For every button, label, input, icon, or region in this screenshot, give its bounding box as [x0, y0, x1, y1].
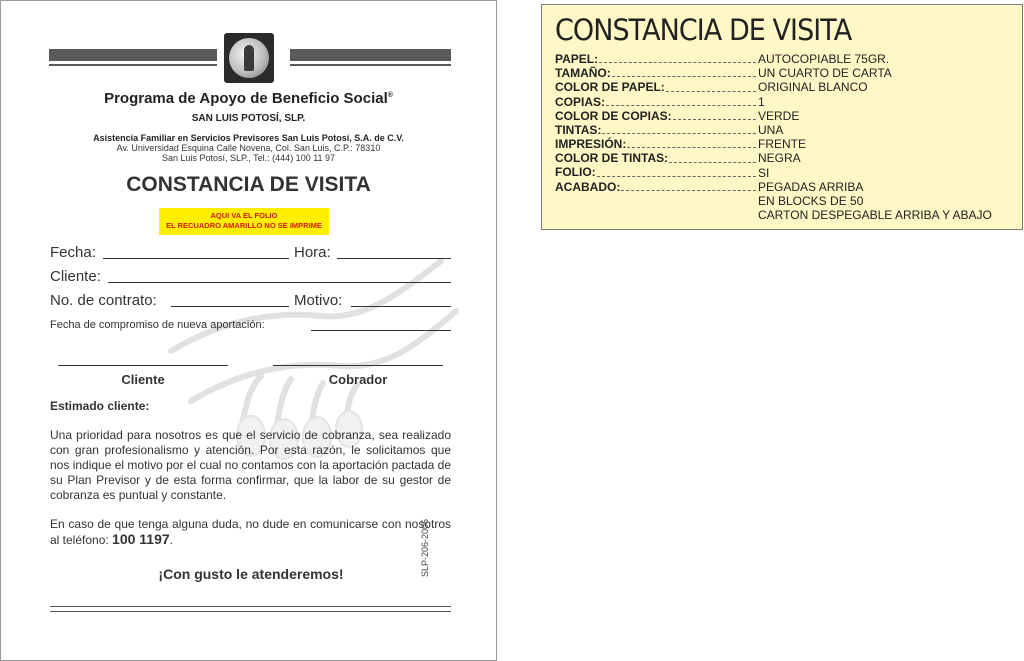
spec-leader-dots — [602, 133, 756, 134]
spec-label: IMPRESIÓN: — [555, 137, 627, 152]
folio-note-line-2: EL RECUADRO AMARILLO NO SE IMPRIME — [166, 221, 322, 230]
address-line-2: San Luis Potosí, SLP., Tel.: (444) 100 11 97 — [161, 153, 336, 163]
spec-leader-dots — [599, 62, 756, 63]
spec-label-cell — [555, 123, 758, 137]
header-bar-right — [290, 49, 451, 61]
spec-leader-dots — [673, 119, 756, 120]
collector-signature-line[interactable] — [273, 365, 443, 366]
spec-row — [555, 95, 1020, 109]
spec-value: UNA — [758, 122, 784, 137]
city-line: SAN LUIS POTOSÍ, SLP. — [191, 113, 306, 124]
spec-row — [555, 52, 1020, 66]
header-rule-right — [290, 64, 451, 66]
spec-value: NEGRA — [758, 151, 801, 166]
spec-row — [555, 151, 1020, 165]
fecha-line[interactable] — [103, 258, 289, 259]
spec-rows — [555, 52, 1020, 222]
spec-label: COPIAS: — [555, 94, 606, 109]
spec-label-cell — [555, 151, 758, 165]
spec-value: FRENTE — [758, 137, 806, 152]
spec-leader-dots — [666, 91, 756, 92]
footer-rule-2 — [50, 611, 451, 612]
spec-leader-dots — [597, 176, 756, 177]
spec-row — [555, 137, 1020, 151]
spec-leader-dots — [627, 147, 756, 148]
spec-value: 1 — [758, 94, 765, 109]
phone-number: 100 1197 — [112, 531, 170, 547]
spec-label-cell — [555, 180, 758, 194]
spec-label: COLOR DE TINTAS: — [555, 151, 669, 166]
form-title: CONSTANCIA DE VISITA — [126, 173, 371, 196]
footer-rule-1 — [50, 606, 451, 607]
spec-value: SI — [758, 165, 770, 180]
collector-signature-label: Cobrador — [328, 372, 388, 387]
cliente-line[interactable] — [108, 282, 451, 283]
contrato-line[interactable] — [171, 306, 289, 307]
address-line-1: Av. Universidad Esquina Calle Novena, Col. San Luis, C.P.: 78310 — [116, 143, 381, 153]
spec-value: AUTOCOPIABLE 75GR. — [758, 52, 890, 66]
spec-label: COLOR DE PAPEL: — [555, 80, 665, 95]
spec-label: ACABADO: — [555, 179, 621, 194]
client-signature-label: Cliente — [121, 372, 165, 387]
spec-row — [555, 166, 1020, 180]
logo-emblem — [229, 38, 269, 78]
body-paragraph-1: Una prioridad para nosotros es que el servicio de cobranza, sea realizado con gran profesionalismo y atención. Por esta razón, le solicitamos que nos indique el motivo por el cual no contamos con la aportación pactada de su Plan Previsor y de esta forma confirmar, que la labor de su gestor de cobranza es puntual y constante. — [50, 428, 451, 502]
spec-row — [555, 109, 1020, 123]
spec-row — [555, 80, 1020, 94]
handshake-watermark — [151, 201, 471, 461]
spec-label: FOLIO: — [555, 165, 596, 180]
spec-value: ORIGINAL BLANCO — [758, 80, 868, 95]
hora-line[interactable] — [337, 258, 451, 259]
spec-value: EN BLOCKS DE 50 — [758, 193, 864, 208]
header-bar-left — [49, 49, 217, 61]
spec-value: CARTON DESPEGABLE ARRIBA Y ABAJO — [758, 208, 992, 223]
body-paragraph-2: En caso de que tenga alguna duda, no dude en comunicarse con nosotros al teléfono: 100 1197. — [50, 517, 451, 547]
spec-leader-dots — [621, 190, 756, 191]
spec-row — [555, 66, 1020, 80]
spec-label-cell — [555, 166, 758, 180]
spec-value: VERDE — [758, 108, 800, 123]
header-rule-left — [49, 64, 217, 66]
spec-row — [555, 194, 1020, 208]
spec-label: COLOR DE COPIAS: — [555, 108, 672, 123]
spec-value: UN CUARTO DE CARTA — [758, 66, 892, 81]
closing-line: ¡Con gusto le atenderemos! — [158, 566, 344, 582]
spec-row — [555, 180, 1020, 194]
spec-row — [555, 208, 1020, 222]
spec-leader-dots — [669, 162, 756, 163]
program-title: Programa de Apoyo de Beneficio Social® — [104, 90, 393, 107]
registered-mark: ® — [387, 92, 393, 99]
spec-label-cell — [555, 66, 758, 80]
cliente-label: Cliente: — [50, 268, 101, 285]
visit-certificate-form — [0, 0, 497, 661]
spec-label-cell — [555, 208, 758, 222]
compromiso-line[interactable] — [311, 330, 451, 331]
spec-row — [555, 123, 1020, 137]
spec-label-cell — [555, 95, 758, 109]
spec-label-cell — [555, 194, 758, 208]
spec-label: TINTAS: — [555, 122, 602, 137]
greeting: Estimado cliente: — [50, 399, 150, 413]
motivo-label: Motivo: — [294, 292, 343, 309]
hora-label: Hora: — [294, 244, 331, 261]
form-code: SLP-206-2005 — [420, 518, 430, 577]
folio-note-line-1: AQUI VA EL FOLIO — [210, 211, 278, 220]
company-logo — [224, 33, 274, 83]
company-name: Asistencia Familiar en Servicios Previsores San Luis Potosí, S.A. de C.V. — [93, 133, 404, 143]
spec-label-cell — [555, 80, 758, 94]
fecha-label: Fecha: — [50, 244, 96, 261]
spec-title: CONSTANCIA DE VISITA — [555, 13, 852, 47]
spec-label: TAMAÑO: — [555, 66, 611, 81]
client-signature-line[interactable] — [58, 365, 228, 366]
spec-value: PEGADAS ARRIBA — [758, 179, 864, 194]
spec-label-cell — [555, 52, 758, 66]
spec-label: PAPEL: — [555, 51, 599, 66]
contrato-label: No. de contrato: — [50, 292, 157, 309]
print-spec-panel — [541, 4, 1023, 230]
spec-label-cell — [555, 109, 758, 123]
spec-leader-dots — [606, 105, 756, 106]
motivo-line[interactable] — [351, 306, 451, 307]
compromiso-label: Fecha de compromiso de nueva aportación: — [50, 319, 265, 331]
spec-leader-dots — [612, 76, 756, 77]
spec-label-cell — [555, 137, 758, 151]
